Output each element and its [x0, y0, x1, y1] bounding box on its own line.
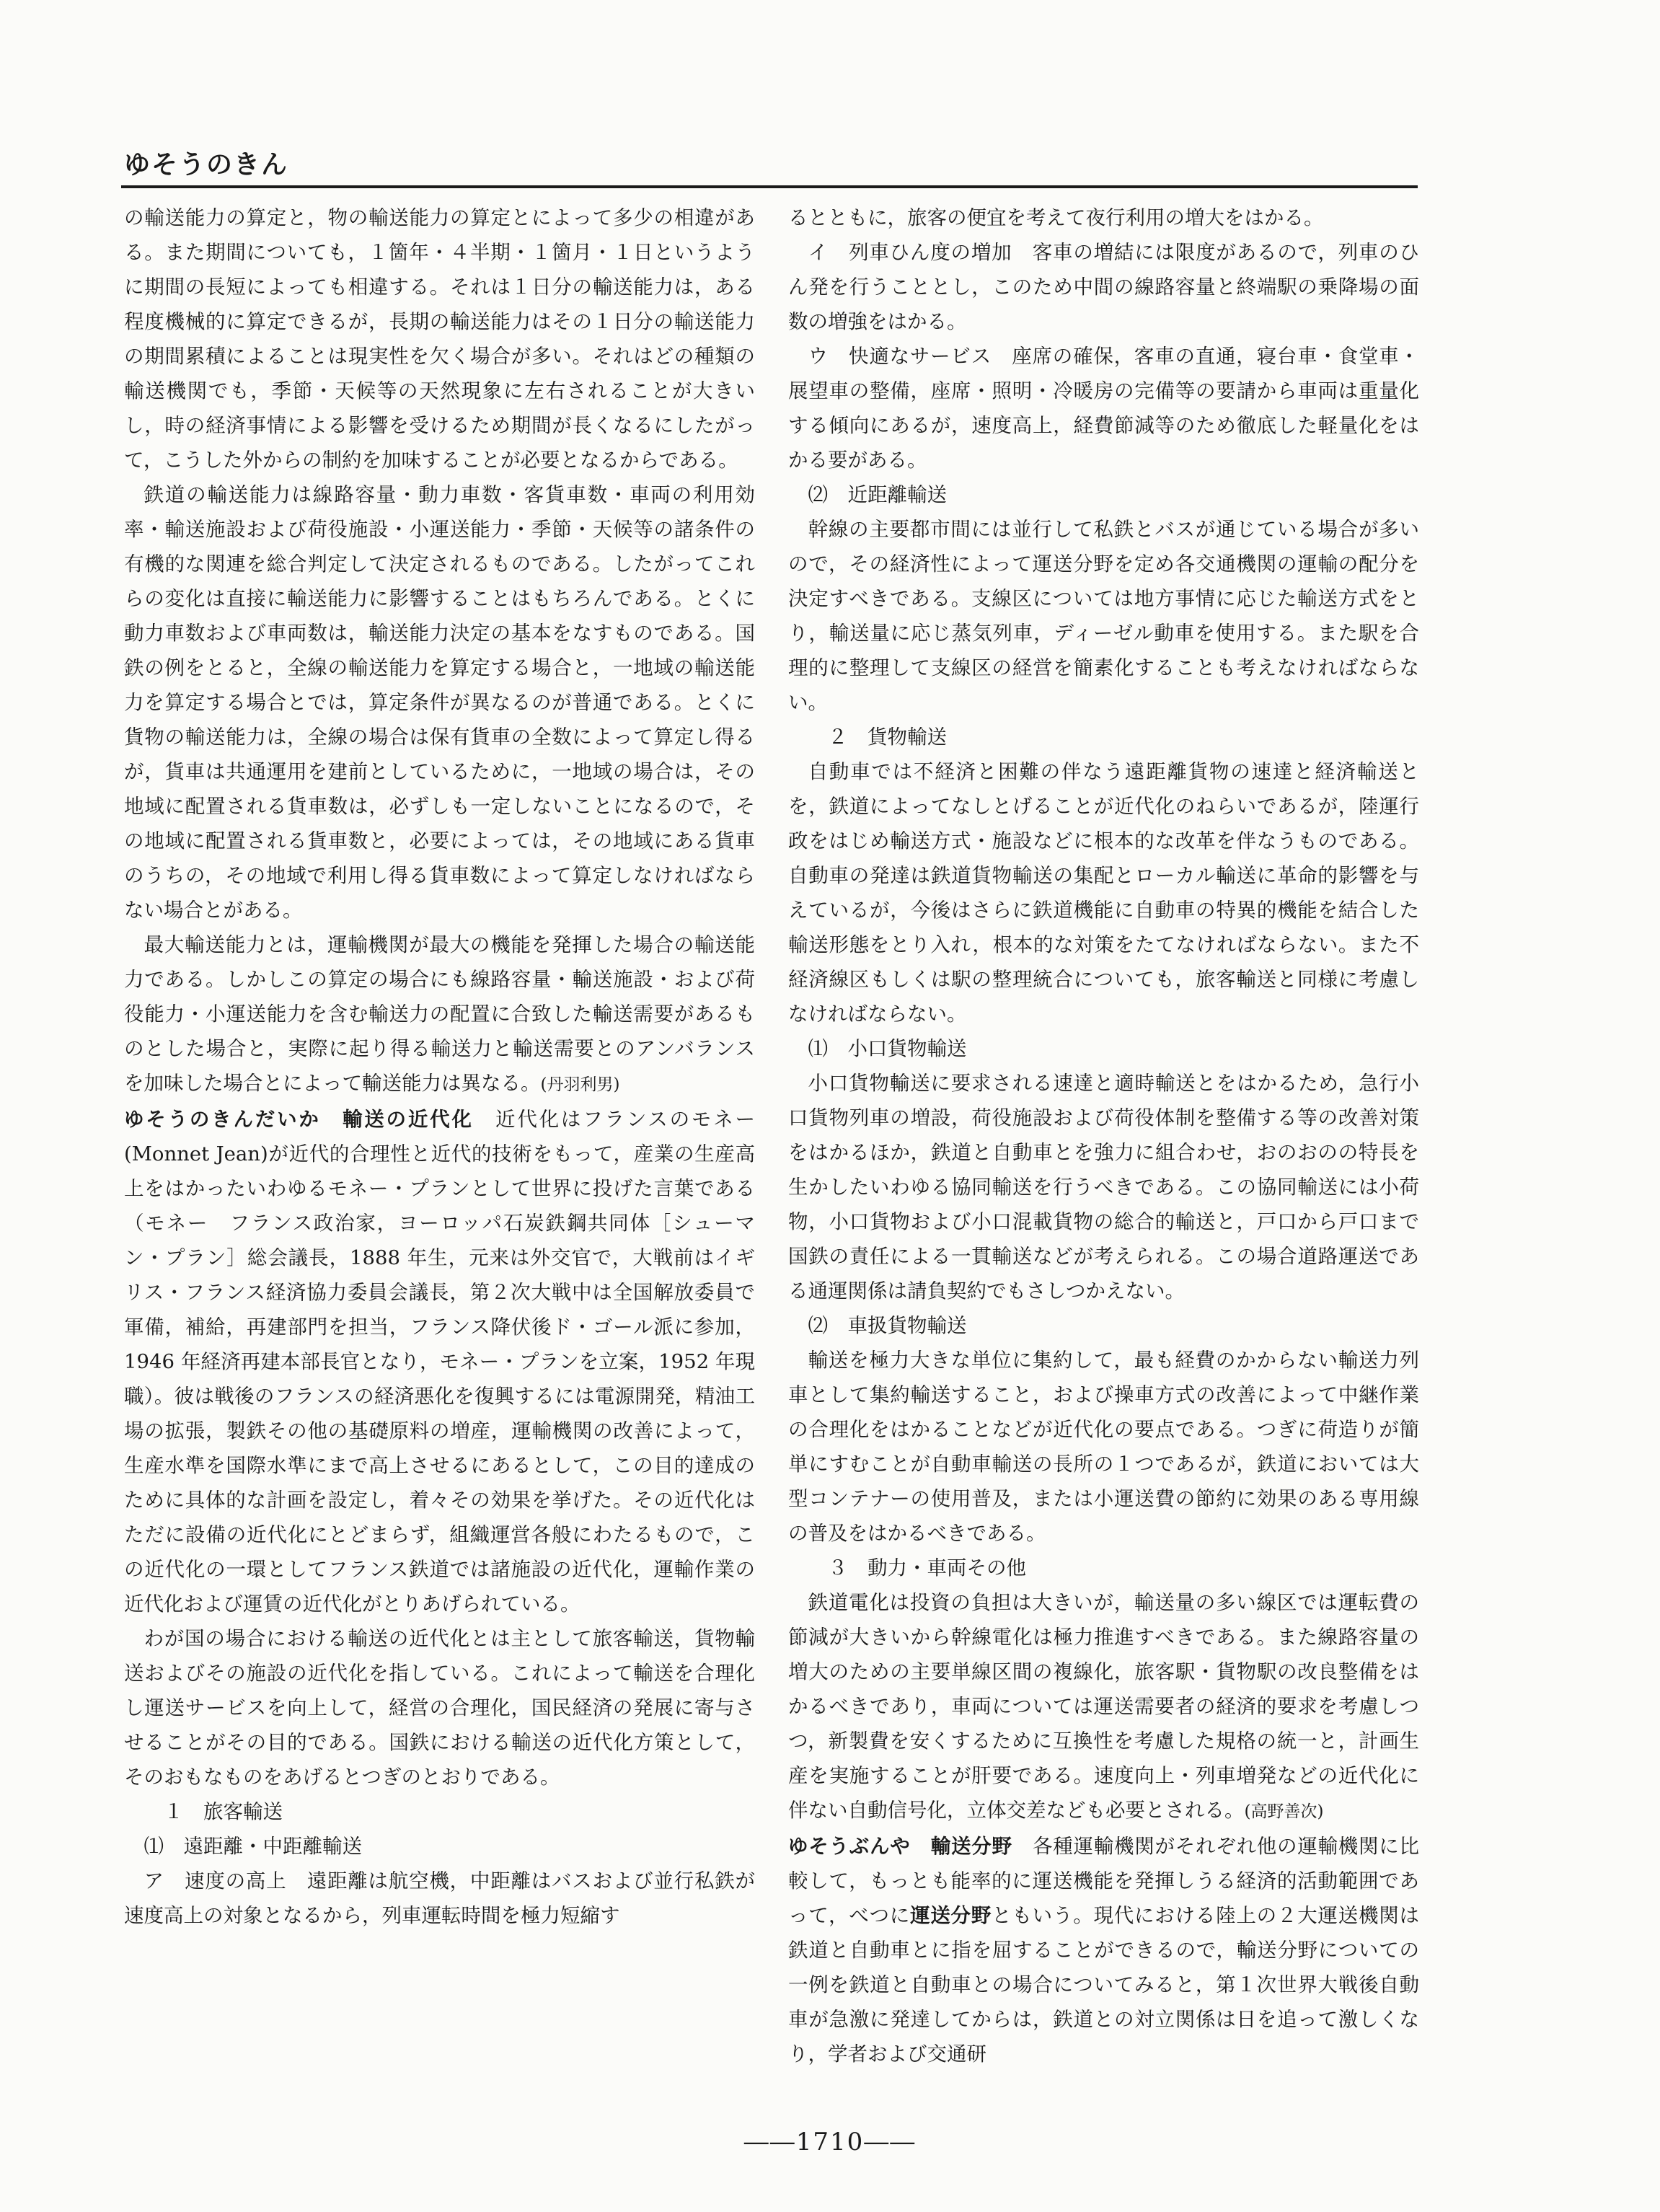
paragraph: [124, 201, 755, 477]
paragraph-text: １ 旅客輸送: [164, 1800, 283, 1823]
author-credit: (高野善次): [1244, 1802, 1324, 1821]
paragraph-text: 鉄道電化は投資の負担は大きいが，輸送量の多い線区では運転費の節減が大きいから幹線電化は極力推進すべきである。また線路容量の増大のための主要単線区間の複線化，旅客駅・貨物駅の改良整備をはかるべきであり，車両については運送需要者の経済的要求を考慮しつつ，新製費を安くするために互換性を考慮した規格の統一と，計画生産を実施することが肝要である。速度向上・列車増発などの近代化に伴ない自動信号化，立体交差なども必要とされる。: [788, 1591, 1419, 1822]
paragraph: [788, 1343, 1419, 1551]
entry-paragraph: [124, 1102, 755, 1621]
paragraph-text: ⑴ 小口貨物輸送: [808, 1037, 967, 1060]
header-rule: [121, 185, 1418, 188]
paragraph-text: ともいう。現代における陸上の２大運送機関は鉄道と自動車とに指を屈することができるので，輸送分野についての一例を鉄道と自動車との場合についてみると，第１次世界大戦後自動車が急激に発達してからは，鉄道との対立関係は日を追って激しくなり，学者および交通研: [788, 1904, 1420, 2066]
paragraph-text: ⑵ 車扱貨物輸送: [808, 1314, 967, 1337]
right-column: [788, 201, 1419, 2071]
paragraph-text: 小口貨物輸送に要求される速達と適時輸送とをはかるため，急行小口貨物列車の増設，荷役施設および荷役体制を整備する等の改善対策をはかるほか，鉄道と自動車とを強力に組合わせ，おのおのの特長を生かしたいわゆる協同輸送を行うべきである。この協同輸送には小荷物，小口貨物および小口混載貨物の総合的輸送と，戸口から戸口まで国鉄の責任による一貫輸送などが考えられる。この場合道路運送である通運関係は請負契約でもさしつかえない。: [788, 1072, 1419, 1303]
paragraph-text: ア 速度の高上 遠距離は航空機，中距離はバスおよび並行私鉄が速度高上の対象となるから，列車運転時間を極力短縮す: [124, 1869, 755, 1927]
paragraph: [788, 754, 1419, 1031]
paragraph: [124, 1621, 755, 1794]
entry-headword: ゆそうのきんだいか 輸送の近代化: [124, 1108, 474, 1131]
paragraph: [788, 1066, 1419, 1308]
paragraph: [124, 1864, 755, 1933]
paragraph-text: イ 列車ひん度の増加 客車の増結には限度があるので，列車のひん発を行うこととし，このため中間の線路容量と終端駅の乗降場の面数の増強をはかる。: [788, 241, 1419, 333]
author-credit: (丹羽利男): [540, 1075, 620, 1094]
paragraph-text: 鉄道の輸送能力は線路容量・動力車数・客貨車数・車両の利用効率・輸送施設および荷役施設・小運送能力・季節・天候等の諸条件の有機的な関連を総合判定して決定されるものである。したがってこれらの変化は直接に輸送能力に影響することはもちろんである。とくに動力車数および車両数は，輸送能力決定の基本をなすものである。国鉄の例をとると，全線の輸送能力を算定する場合と，一地域の輸送能力を算定する場合とでは，算定条件が異なるのが普通である。とくに貨物の輸送能力は，全線の場合は保有貨車の全数によって算定し得るが，貨車は共通運用を建前としているために，一地域の場合は，その地域に配置される貨車数は，必ずしも一定しないことになるので，その地域に配置される貨車数と，必要によっては，その地域にある貨車のうちの，その地域で利用し得る貨車数によって算定しなければならない場合とがある。: [124, 483, 755, 922]
paragraph: [124, 477, 755, 927]
paragraph: [124, 1829, 755, 1864]
entry-headword: ゆそうぶんや 輸送分野: [788, 1835, 1012, 1858]
paragraph-text: の輸送能力の算定と，物の輸送能力の算定とによって多少の相違がある。また期間についても，１箇年・４半期・１箇月・１日というように期間の長短によっても相違する。それは１日分の輸送能力は，ある程度機械的に算定できるが，長期の輸送能力はその１日分の輸送能力の期間累積によることは現実性を欠く場合が多い。それはどの種類の輸送機関でも，季節・天候等の天然現象に左右されることが大きいし，時の経済事情による影響を受けるため期間が長くなるにしたがって，こうした外からの制約を加味することが必要となるからである。: [124, 206, 755, 472]
paragraph: [788, 512, 1419, 720]
paragraph: [788, 1551, 1419, 1585]
paragraph-text: 各種運輸機関がそれぞれ他の運輸機関に比較して，もっとも能率的に運送機能を発揮しうる経済的活動範囲であって，べつに: [788, 1835, 1419, 1927]
entry-paragraph: [788, 1829, 1419, 2071]
paragraph-text: 自動車では不経済と困難の伴なう遠距離貨物の速達と経済輸送とを，鉄道によってなしとげることが近代化のねらいであるが，陸運行政をはじめ輸送方式・施設などに根本的な改革を伴なうものである。自動車の発達は鉄道貨物輸送の集配とローカル輸送に革命的影響を与えているが，今後はさらに鉄道機能に自動車の特異的機能を結合した輸送形態をとり入れ，根本的な対策をたてなければならない。また不経済線区もしくは駅の整理統合についても，旅客輸送と同様に考慮しなければならない。: [788, 760, 1419, 1026]
paragraph-text: 近代化はフランスのモネー(Monnet Jean)が近代的合理性と近代的技術をもって，産業の生産高上をはかったいわゆるモネー・プランとして世界に投げた言葉である（モネー フランス政治家，ヨーロッパ石炭鉄鋼共同体［シューマン・プラン］総会議長，1888 年生，元来は外交官で，大戦前はイギリス・フランス経済協力委員会議長，第２次大戦中は全国解放委員で軍備，補給，再建部門を担当，フランス降伏後ド・ゴール派に参加，1946 年経済再建本部長官となり，モネー・プランを立案，1952 年現職）。彼は戦後のフランスの経済悪化を復興するには電源開発，精油工場の拡張，製鉄その他の基礎原料の増産，運輸機関の改善によって，生産水準を国際水準にまで高上させるにあるとして，この目的達成のために具体的な計画を設定し，着々その効果を挙げた。その近代化はただに設備の近代化にとどまらず，組織運営各般にわたるもので，この近代化の一環としてフランス鉄道では諸施設の近代化，運輸作業の近代化および運賃の近代化がとりあげられている。: [124, 1108, 755, 1616]
paragraph-text: るとともに，旅客の便宜を考えて夜行利用の増大をはかる。: [788, 206, 1324, 229]
paragraph: [788, 1031, 1419, 1066]
paragraph-text: ⑴ 遠距離・中距離輸送: [144, 1835, 362, 1858]
paragraph: [788, 720, 1419, 754]
paragraph-text: ウ 快適なサービス 座席の確保，客車の直通，寝台車・食堂車・展望車の整備，座席・照明・冷暖房の完備等の要請から車両は重量化する傾向にあるが，速度高上，経費節減等のため徹底した軽量化をはかる要がある。: [788, 345, 1419, 472]
paragraph: [788, 1585, 1419, 1829]
paragraph: [788, 339, 1419, 477]
paragraph: [124, 1794, 755, 1829]
emphasized-term: 運送分野: [910, 1904, 992, 1927]
paragraph-text: 幹線の主要都市間には並行して私鉄とバスが通じている場合が多いので，その経済性によって運送分野を定め各交通機関の運輸の配分を決定すべきである。支線区については地方事情に応じた輸送方式をとり，輸送量に応じ蒸気列車，ディーゼル動車を使用する。また駅を合理的に整理して支線区の経営を簡素化することも考えなければならない。: [788, 518, 1419, 714]
paragraph-text: 輸送を極力大きな単位に集約して，最も経費のかからない輸送力列車として集約輸送すること，および操車方式の改善によって中継作業の合理化をはかることなどが近代化の要点である。つぎに荷造りが簡単にすむことが自動車輸送の長所の１つであるが，鉄道においては大型コンテナーの使用普及，または小運送費の節約に効果のある専用線の普及をはかるべきである。: [788, 1349, 1419, 1545]
paragraph: [788, 477, 1419, 512]
paragraph: [788, 201, 1419, 235]
running-header: ゆそうのきん: [124, 150, 289, 180]
paragraph-text: ２ 貨物輸送: [828, 726, 947, 749]
left-column: [124, 201, 755, 1933]
paragraph-text: ３ 動力・車両その他: [828, 1556, 1026, 1579]
paragraph-text: ⑵ 近距離輸送: [808, 483, 947, 506]
paragraph: [788, 1308, 1419, 1343]
page-number: ――1710――: [743, 2128, 917, 2156]
paragraph: [124, 927, 755, 1102]
paragraph-text: わが国の場合における輸送の近代化とは主として旅客輸送，貨物輸送およびその施設の近代化を指している。これによって輸送を合理化し運送サービスを向上して，経営の合理化，国民経済の発展に寄与させることがその目的である。国鉄における輸送の近代化方策として，そのおもなものをあげるとつぎのとおりである。: [124, 1627, 755, 1789]
paragraph-text: 最大輸送能力とは，運輸機関が最大の機能を発揮した場合の輸送能力である。しかしこの算定の場合にも線路容量・輸送施設・および荷役能力・小運送能力を含む輸送力の配置に合致した輸送需要があるものとした場合と，実際に起り得る輸送力と輸送需要とのアンバランスを加味した場合とによって輸送能力は異なる。: [124, 933, 755, 1095]
paragraph: [788, 235, 1419, 339]
